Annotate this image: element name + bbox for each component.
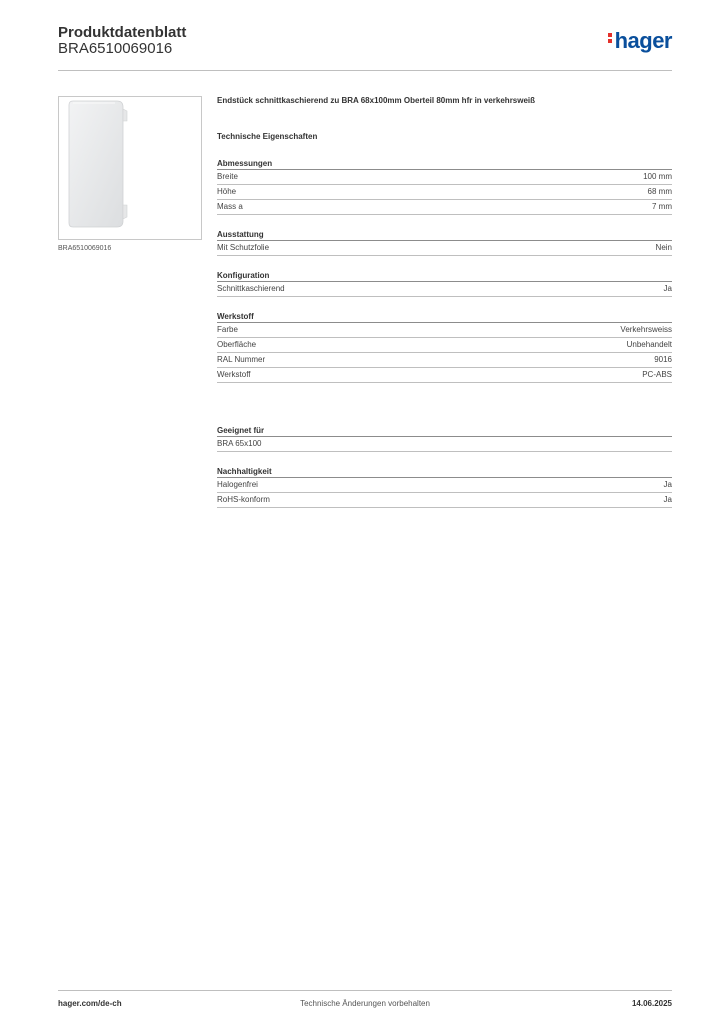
- logo-dots-icon: [608, 31, 613, 45]
- spec-value: Ja: [663, 480, 672, 489]
- spec-group-title: Werkstoff: [217, 311, 672, 323]
- spec-label: Farbe: [217, 325, 238, 334]
- spec-label: Schnittkaschierend: [217, 284, 285, 293]
- spec-value: Ja: [663, 495, 672, 504]
- spec-row: [217, 282, 672, 297]
- spec-group-title: Geeignet für: [217, 425, 672, 437]
- article-number: BRA6510069016: [58, 40, 173, 57]
- page-header: [58, 22, 672, 71]
- spec-value: PC-ABS: [642, 370, 672, 379]
- spec-label: Werkstoff: [217, 370, 251, 379]
- spec-label: RoHS-konform: [217, 495, 270, 504]
- spec-row: [217, 493, 672, 508]
- image-caption: BRA6510069016: [58, 245, 112, 252]
- spec-row: [217, 338, 672, 353]
- spec-label: Breite: [217, 172, 238, 181]
- spec-group-ausstattung: [217, 229, 672, 256]
- spec-group-werkstoff: [217, 311, 672, 383]
- spec-row: [217, 200, 672, 215]
- spec-row: [217, 241, 672, 256]
- product-description: Endstück schnittkaschierend zu BRA 68x100mm Oberteil 80mm hfr in verkehrsweiß: [217, 96, 536, 105]
- hager-logo: [608, 28, 672, 54]
- spec-value: Nein: [655, 243, 672, 252]
- spec-label: Oberfläche: [217, 340, 257, 349]
- product-image: [58, 96, 202, 240]
- footer-note: Technische Änderungen vorbehalten: [300, 999, 430, 1008]
- spec-row: [217, 323, 672, 338]
- spec-group-title: Abmessungen: [217, 158, 672, 170]
- spec-label: BRA 65x100: [217, 439, 262, 448]
- end-piece-illustration: [59, 97, 201, 239]
- logo-text: hager: [614, 28, 672, 53]
- spec-group-abmessungen: [217, 158, 672, 215]
- spec-row: [217, 368, 672, 383]
- spec-value: 68 mm: [647, 187, 672, 196]
- spec-label: Mit Schutzfolie: [217, 243, 270, 252]
- spec-value: 100 mm: [643, 172, 672, 181]
- spec-row: [217, 437, 672, 452]
- spec-content: [217, 96, 672, 508]
- spec-value: Unbehandelt: [626, 340, 672, 349]
- spec-row: [217, 170, 672, 185]
- spec-group-title: Ausstattung: [217, 229, 672, 241]
- spec-group-title: Konfiguration: [217, 270, 672, 282]
- spec-value: 9016: [654, 355, 672, 364]
- spec-label: Höhe: [217, 187, 237, 196]
- page-footer: [58, 990, 672, 1015]
- footer-link[interactable]: hager.com/de-ch: [58, 999, 122, 1008]
- spec-row: [217, 185, 672, 200]
- footer-date: 14.06.2025: [631, 999, 672, 1008]
- page-title: Produktdatenblatt: [58, 24, 187, 41]
- spec-group-title: Nachhaltigkeit: [217, 466, 672, 478]
- spec-value: 7 mm: [652, 202, 672, 211]
- technical-properties-heading: Technische Eigenschaften: [217, 132, 318, 141]
- spec-group-geeignet-fuer: [217, 425, 672, 452]
- spec-label: Halogenfrei: [217, 480, 258, 489]
- spec-row: [217, 353, 672, 368]
- spec-group-nachhaltigkeit: [217, 466, 672, 508]
- spec-value: Ja: [663, 284, 672, 293]
- spec-label: Mass a: [217, 202, 243, 211]
- spec-group-konfiguration: [217, 270, 672, 297]
- spec-label: RAL Nummer: [217, 355, 266, 364]
- spec-value: Verkehrsweiss: [620, 325, 672, 334]
- spec-row: [217, 478, 672, 493]
